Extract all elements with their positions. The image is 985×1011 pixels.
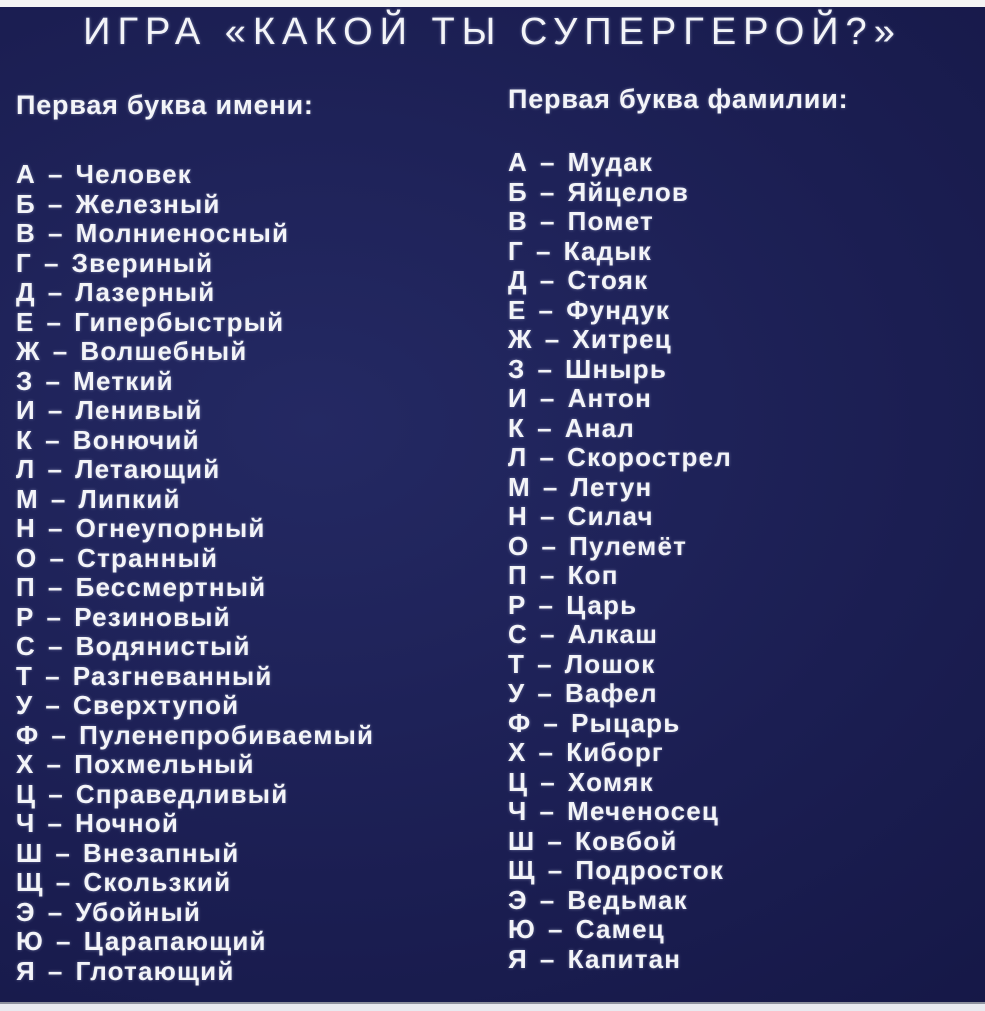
item-dash: –: [535, 235, 552, 266]
item-dash: –: [537, 412, 553, 443]
item-word: Хомяк: [567, 766, 654, 797]
item-letter: П: [16, 572, 36, 602]
list-item: [16, 721, 374, 751]
item-word: Похмельный: [74, 749, 255, 779]
item-dash: –: [541, 530, 558, 561]
item-letter: Ш: [508, 825, 536, 856]
item-word: Разгневанный: [72, 660, 273, 691]
item-letter: С: [16, 631, 36, 661]
item-dash: –: [539, 383, 556, 413]
list-item: [508, 414, 848, 444]
item-word: Яйцелов: [567, 176, 690, 207]
item-letter: Л: [508, 442, 528, 472]
item-word: Скользкий: [83, 867, 232, 897]
item-word: Анал: [564, 412, 636, 443]
item-dash: –: [47, 454, 64, 484]
item-letter: Ф: [508, 707, 532, 738]
item-dash: –: [543, 707, 560, 738]
item-letter: М: [508, 471, 531, 502]
item-dash: –: [537, 353, 554, 384]
list-item: [508, 591, 848, 621]
item-letter: Э: [508, 884, 528, 915]
list-item: [508, 207, 848, 237]
list-item: [16, 278, 374, 308]
list-item: [508, 443, 848, 473]
item-letter: Т: [16, 660, 34, 691]
item-dash: –: [539, 560, 556, 590]
item-dash: –: [55, 837, 71, 868]
item-letter: В: [16, 218, 36, 248]
item-letter: А: [16, 159, 36, 189]
list-item: [508, 237, 848, 267]
list-item: [508, 532, 848, 562]
list-item: [16, 603, 374, 633]
item-dash: –: [46, 749, 63, 779]
item-dash: –: [540, 766, 556, 797]
item-word: Царапающий: [83, 926, 267, 956]
item-letter: М: [16, 483, 39, 514]
item-dash: –: [45, 690, 62, 720]
item-letter: Н: [508, 501, 528, 531]
item-dash: –: [47, 218, 64, 248]
item-dash: –: [538, 294, 555, 325]
item-word: Стояк: [567, 265, 649, 295]
item-letter: Л: [16, 454, 36, 484]
page-title: ИГРА «КАКОЙ ТЫ СУПЕРГЕРОЙ?»: [83, 11, 902, 53]
first-name-column: [16, 90, 374, 986]
list-item: [508, 827, 848, 857]
item-dash: –: [47, 277, 64, 307]
item-letter: И: [16, 395, 36, 425]
item-dash: –: [45, 660, 61, 691]
item-letter: Ф: [16, 719, 40, 750]
item-letter: К: [16, 424, 34, 455]
item-dash: –: [47, 896, 64, 927]
item-dash: –: [539, 147, 556, 177]
item-word: Подросток: [575, 855, 725, 885]
surname-column: [508, 84, 848, 974]
item-letter: К: [508, 412, 526, 443]
list-item: [16, 691, 374, 721]
item-letter: З: [16, 365, 34, 396]
item-dash: –: [43, 247, 60, 278]
item-word: Хитрец: [572, 324, 672, 354]
list-item: [508, 797, 848, 827]
item-word: Алкаш: [567, 619, 659, 649]
item-dash: –: [539, 619, 556, 649]
item-word: Меткий: [73, 365, 174, 396]
item-word: Силач: [567, 501, 654, 531]
list-item: [16, 780, 374, 810]
item-dash: –: [537, 648, 553, 679]
item-letter: Г: [508, 235, 524, 266]
item-letter: Х: [16, 749, 35, 779]
list-item: [16, 308, 374, 338]
item-dash: –: [46, 601, 63, 632]
item-letter: Д: [16, 277, 36, 307]
item-dash: –: [538, 589, 555, 620]
item-dash: –: [538, 737, 555, 767]
list-item: [16, 396, 374, 426]
list-item: [16, 367, 374, 397]
item-letter: Щ: [16, 867, 44, 897]
item-word: Водянистый: [75, 631, 251, 661]
item-word: Царь: [566, 589, 638, 620]
item-dash: –: [539, 796, 556, 826]
list-item: [16, 544, 374, 574]
item-dash: –: [47, 955, 64, 986]
list-item: [16, 249, 374, 279]
item-dash: –: [537, 678, 554, 708]
item-dash: –: [542, 471, 559, 502]
item-word: Глотающий: [75, 955, 235, 986]
item-word: Огнеупорный: [75, 513, 266, 543]
item-letter: Я: [508, 943, 528, 974]
bottom-border-strip: [0, 1002, 985, 1011]
item-word: Рыцарь: [571, 707, 681, 738]
item-word: Пуленепробиваемый: [79, 719, 375, 750]
item-dash: –: [547, 855, 564, 885]
list-item: [508, 915, 848, 945]
list-item: [16, 190, 374, 220]
list-item: [508, 650, 848, 680]
list-item: [16, 573, 374, 603]
item-word: Звериный: [71, 247, 214, 278]
item-word: Кадык: [563, 235, 652, 266]
item-letter: Б: [508, 176, 528, 207]
item-dash: –: [47, 808, 64, 838]
top-border-strip: [0, 0, 985, 7]
item-dash: –: [547, 825, 563, 856]
list-item: [16, 927, 374, 957]
item-word: Лазерный: [75, 277, 216, 307]
item-letter: С: [508, 619, 528, 649]
list-item: [508, 561, 848, 591]
item-dash: –: [539, 884, 556, 915]
list-item: [16, 219, 374, 249]
item-word: Резиновый: [74, 601, 231, 632]
item-letter: Ц: [16, 778, 37, 809]
surname-column-header: Первая буква фамилии:: [508, 84, 849, 114]
list-item: [16, 957, 374, 987]
item-dash: –: [52, 336, 69, 366]
item-letter: Ю: [508, 914, 537, 944]
item-word: Меченосец: [567, 796, 720, 826]
item-word: Вонючий: [72, 424, 200, 455]
item-letter: Ж: [16, 336, 41, 366]
item-letter: Ш: [16, 837, 44, 868]
list-item: [16, 662, 374, 692]
item-word: Справедливый: [75, 778, 289, 809]
item-dash: –: [539, 265, 556, 295]
item-letter: Э: [16, 896, 36, 927]
item-dash: –: [49, 542, 66, 573]
first-name-column-header: Первая буква имени:: [16, 90, 314, 120]
item-dash: –: [47, 631, 64, 661]
list-item: [508, 620, 848, 650]
item-word: Убойный: [75, 896, 202, 927]
item-letter: Б: [16, 188, 36, 219]
item-word: Волшебный: [80, 336, 248, 366]
item-word: Скорострел: [567, 442, 732, 472]
item-letter: Я: [16, 955, 36, 986]
item-dash: –: [539, 206, 556, 236]
item-letter: О: [16, 542, 38, 573]
item-letter: У: [508, 678, 526, 708]
item-dash: –: [539, 943, 556, 974]
item-word: Мудак: [567, 147, 654, 177]
item-word: Ленивый: [75, 395, 203, 425]
list-item: [508, 266, 848, 296]
item-dash: –: [55, 867, 72, 897]
list-item: [508, 886, 848, 916]
item-word: Летающий: [75, 454, 221, 484]
item-letter: Н: [16, 513, 36, 543]
list-item: [508, 296, 848, 326]
item-dash: –: [539, 176, 556, 207]
item-word: Липкий: [78, 483, 181, 514]
item-letter: В: [508, 206, 528, 236]
item-letter: Р: [16, 601, 35, 632]
list-item: [508, 148, 848, 178]
list-item: [508, 709, 848, 739]
item-letter: Ч: [508, 796, 528, 826]
item-dash: –: [47, 159, 64, 189]
list-item: [16, 868, 374, 898]
item-letter: Г: [16, 247, 32, 278]
item-dash: –: [539, 442, 556, 472]
item-dash: –: [47, 572, 64, 602]
item-word: Гипербыстрый: [74, 306, 285, 337]
item-letter: П: [508, 560, 528, 590]
list-item: [16, 455, 374, 485]
item-letter: Х: [508, 737, 527, 767]
item-word: Железный: [75, 188, 221, 219]
item-word: Антон: [567, 383, 653, 413]
item-dash: –: [47, 395, 64, 425]
item-word: Внезапный: [83, 837, 240, 868]
item-word: Шнырь: [565, 353, 668, 384]
list-item: [16, 750, 374, 780]
list-item: [16, 514, 374, 544]
list-item: [16, 839, 374, 869]
item-letter: Ю: [16, 926, 45, 956]
item-dash: –: [46, 306, 63, 337]
list-item: [508, 856, 848, 886]
list-item: [16, 485, 374, 515]
item-word: Бессмертный: [75, 572, 267, 602]
item-dash: –: [48, 778, 64, 809]
item-dash: –: [548, 914, 564, 944]
item-dash: –: [544, 324, 561, 354]
item-letter: Ч: [16, 808, 36, 838]
item-word: Киборг: [566, 737, 664, 767]
list-item: [16, 632, 374, 662]
item-word: Летун: [570, 471, 653, 502]
item-word: Коп: [567, 560, 619, 590]
item-letter: Ж: [508, 324, 533, 354]
item-word: Молниеносный: [75, 218, 290, 248]
item-dash: –: [45, 365, 62, 396]
item-dash: –: [47, 188, 64, 219]
item-letter: У: [16, 690, 34, 720]
item-word: Ковбой: [575, 825, 678, 856]
list-item: [508, 325, 848, 355]
item-letter: Ц: [508, 766, 529, 797]
list-item: [508, 355, 848, 385]
item-dash: –: [50, 483, 67, 514]
item-dash: –: [539, 501, 556, 531]
list-item: [508, 945, 848, 975]
list-item: [508, 178, 848, 208]
item-word: Человек: [75, 159, 192, 189]
item-letter: Е: [508, 294, 527, 325]
list-item: [508, 502, 848, 532]
item-word: Странный: [77, 542, 219, 573]
item-word: Лошок: [564, 648, 656, 679]
item-dash: –: [56, 926, 72, 956]
list-item: [508, 679, 848, 709]
list-item: [16, 337, 374, 367]
item-dash: –: [47, 513, 64, 543]
list-item: [16, 160, 374, 190]
list-item: [16, 898, 374, 928]
first-name-letter-list: [16, 160, 374, 986]
item-letter: Р: [508, 589, 527, 620]
item-word: Ночной: [75, 808, 180, 838]
item-word: Пулемёт: [569, 530, 688, 561]
item-letter: Щ: [508, 855, 536, 885]
item-word: Сверхтупой: [73, 690, 240, 720]
list-item: [508, 768, 848, 798]
list-item: [508, 473, 848, 503]
item-word: Вафел: [565, 678, 658, 708]
item-dash: –: [45, 424, 61, 455]
item-word: Фундук: [566, 294, 671, 325]
item-letter: Д: [508, 265, 528, 295]
item-letter: А: [508, 147, 528, 177]
surname-letter-list: [508, 148, 848, 974]
list-item: [16, 426, 374, 456]
item-letter: Т: [508, 648, 526, 679]
list-item: [16, 809, 374, 839]
list-item: [508, 384, 848, 414]
item-word: Самец: [575, 914, 665, 944]
list-item: [508, 738, 848, 768]
item-word: Ведьмак: [567, 884, 688, 915]
item-dash: –: [51, 719, 68, 750]
item-word: Капитан: [567, 943, 682, 974]
item-letter: Е: [16, 306, 35, 337]
item-letter: О: [508, 530, 530, 561]
item-letter: З: [508, 353, 526, 384]
item-letter: И: [508, 383, 528, 413]
item-word: Помет: [567, 206, 654, 236]
